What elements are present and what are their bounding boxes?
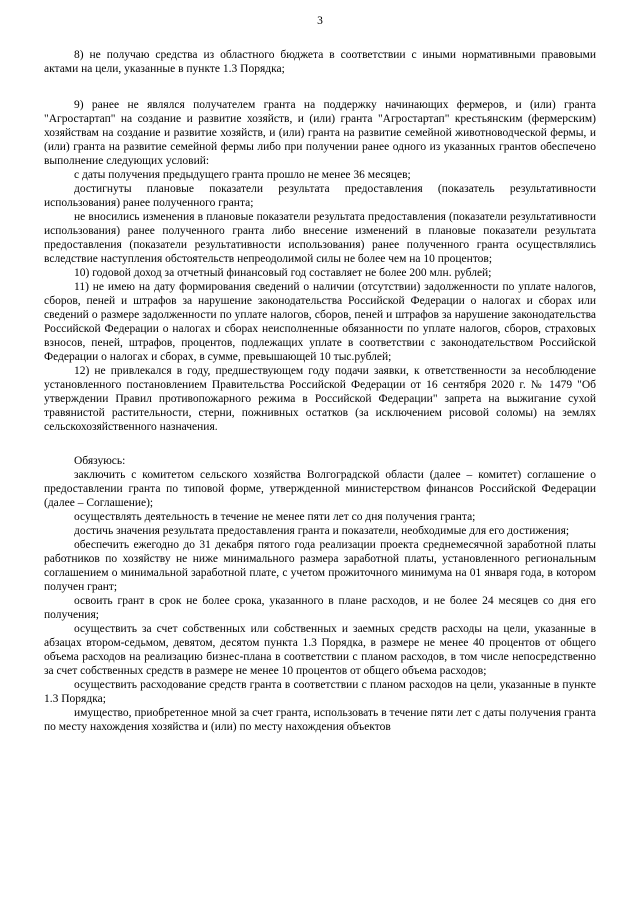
obligations-heading: Обязуюсь: [74,455,126,467]
paragraph-condition-9-term: с даты получения предыдущего гранта прошло не менее 36 месяцев; [74,169,411,181]
obligation-own-funds: осуществить за счет собственных или собственных и заемных средств расходы на цели, указанные в абзацах втором-седьмом, девятом, десятом пункта 1.3 Порядка, в размере не менее 40 процентов от общего объема расходов на реализацию бизнес-плана в соответствии с планом расходов, в том числе непосредственно за счет собственных средств в размере не менее 10 процентов от общего объема расходов; [44,623,596,677]
obligation-property: имущество, приобретенное мной за счет гранта, использовать в течение пяти лет с даты получения гранта по месту нахождения хозяйства и (или) по месту нахождения объектов [44,707,596,733]
obligation-salary: обеспечить ежегодно до 31 декабря пятого года реализации проекта среднемесячной заработной платы работников по хозяйству не ниже минимального размера заработной платы, установленного региональным соглашением о минимальной заработной плате, с учетом прожиточного минимума на 01 января года, в котором получен грант; [44,539,596,593]
paragraph-condition-9-changes: не вносились изменения в плановые показатели результата предоставления (показатели результативности использования) ранее полученного гранта либо внесение изменений в плановые показатели результата предоставления (показатели результативности использования) ранее полученного гранта осуществлялись вследствие наступления обстоятельств непреодолимой силы не более чем на 10 процентов; [44,211,596,265]
obligation-activity-term: осуществлять деятельность в течение не менее пяти лет со дня получения гранта; [74,511,476,523]
conditions-list [44,98,596,434]
obligation-results: достичь значения результата предоставления гранта и показатели, необходимые для его достижения; [74,525,570,537]
obligation-grant-term: освоить грант в срок не более срока, указанного в плане расходов, и не более 24 месяцев со дня его получения; [44,595,596,621]
paragraph-condition-10: 10) годовой доход за отчетный финансовый год составляет не более 200 млн. рублей; [74,267,492,279]
obligation-spending: осуществить расходование средств гранта в соответствии с планом расходов на цели, указанные в пункте 1.3 Порядка; [44,679,596,705]
paragraph-condition-12: 12) не привлекался в году, предшествующем году подачи заявки, к ответственности за несоблюдение установленного постановлением Правительства Российской Федерации от 16 сентября 2020 г. № 1479 "Об утверждении Правил противопожарного режима в Российской Федерации" запрета на выжигание сухой травянистой растительности, стерни, пожнивных остатков (за исключением рисовой соломы) на землях сельскохозяйственного назначения. [44,365,596,433]
document-page [44,14,596,734]
obligation-agreement: заключить с комитетом сельского хозяйства Волгоградской области (далее – комитет) соглашение о предоставлении гранта по типовой форме, утвержденной министерством финансов Российской Федерации (далее – Соглашение); [44,469,596,509]
paragraph-condition-9-results: достигнуты плановые показатели результата предоставления (показатель результативности использования) ранее полученного гранта; [44,183,596,209]
paragraph-condition-9: 9) ранее не являлся получателем гранта на поддержку начинающих фермеров, и (или) гранта "Агростартап" на создание и развитие хозяйств, и (или) гранта "Агростартап" крестьянским (фермерским) хозяйствам на создание и развитие хозяйств, и (или) гранта на развитие семейной животноводческой фермы, и (или) гранта на развитие семейной фермы либо при получении ранее одного из указанных грантов обеспечено выполнение следующих условий: [44,99,596,167]
paragraph-condition-8: 8) не получаю средства из областного бюджета в соответствии с иными нормативными правовыми актами на цели, указанные в пункте 1.3 Порядка; [44,49,596,75]
obligations-section [44,454,596,734]
page-number: 3 [317,15,323,27]
paragraph-condition-11: 11) не имею на дату формирования сведений о наличии (отсутствии) задолженности по уплате налогов, сборов, пеней и штрафов за нарушение законодательства Российской Федерации о налогах и сборах или сведений о размере задолженности по уплате налогов, сборов, пеней и штрафов за нарушение законодательства Российской Федерации о налогах и сборах неисполненные обязанности по уплате налогов, сборов, страховых взносов, пеней, штрафов, процентов, подлежащих уплате в соответствии с законодательством Российской Федерации о налогах и сборах, в сумме, превышающей 10 тыс.рублей; [44,281,596,363]
conditions-intro [44,48,596,76]
